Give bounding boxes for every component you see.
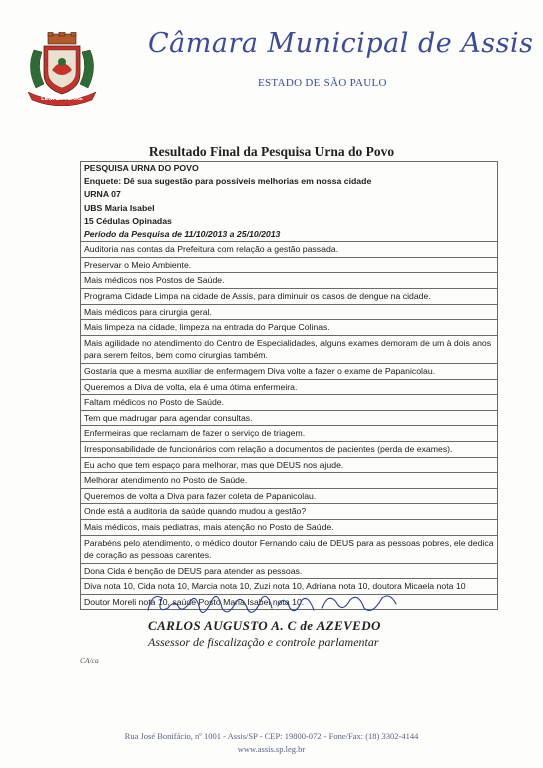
response-row [81,379,498,395]
response-text: Irresponsabilidade de funcionários com relação a documentos de pacientes (perda de exames). [81,441,498,457]
city-coat-of-arms [22,32,102,106]
document-title: Resultado Final da Pesquisa Urna do Povo [148,144,395,159]
survey-ballots: 15 Cédulas Opinadas [84,215,172,226]
survey-header-row [81,162,498,242]
survey-unit: UBS Maria Isabel [84,202,155,213]
response-row [81,335,498,363]
response-text: Queremos a Diva de volta, ela é uma ótima enfermeira. [81,379,498,395]
survey-urn: URNA 07 [84,189,121,200]
footer-address: Rua José Bonifácio, nº 1001 - Assis/SP - CEP: 19800-072 - Fone/Fax: (18) 3302-4144 [124,731,419,741]
response-row [81,410,498,426]
response-text: Parabéns pelo atendimento, o médico doutor Fernando caiu de DEUS para as pessoas pobres, ele dedica de coração as pessoas carentes. [81,535,498,563]
survey-name: PESQUISA URNA DO POVO [84,163,199,173]
response-text: Dona Cida é benção de DEUS para atender as pessoas. [81,563,498,579]
response-text: Doutor Moreli nota 10, saúde Posto Maria Isabel nota 10. [81,594,498,610]
survey-results-table [80,161,498,610]
footer-website: www.assis.sp.leg.br [237,744,306,754]
response-text: Mais médicos, mais pediatras, mais atenção no Posto de Saúde. [81,519,498,535]
response-text: Preservar o Meio Ambiente. [81,257,498,273]
response-text: Mais médicos para cirurgia geral. [81,304,498,320]
response-row [81,488,498,504]
survey-header-cell [81,162,498,242]
response-row [81,473,498,489]
response-row [81,504,498,520]
response-text: Queremos de volta a Diva para fazer coleta de Papanicolau. [81,488,498,504]
response-row [81,257,498,273]
response-text: Faltam médicos no Posto de Saúde. [81,395,498,411]
response-text: Melhorar atendimento no Posto de Saúde. [81,473,498,489]
response-row [81,441,498,457]
organization-state: ESTADO DE SÃO PAULO [258,77,387,89]
response-text: Auditoria nas contas da Prefeitura com relação a gestão passada. [81,242,498,258]
organization-name: Câmara Municipal de Assis [148,28,534,59]
response-text: Mais limpeza na cidade, limpeza na entrada do Parque Colinas. [81,320,498,336]
signer-name: CARLOS AUGUSTO A. C de AZEVEDO [148,618,381,633]
response-row [81,273,498,289]
response-row [81,242,498,258]
response-text: Tem que madrugar para agendar consultas. [81,410,498,426]
response-row [81,363,498,379]
signer-role: Assessor de fiscalização e controle parlamentar [148,635,379,649]
response-text: Mais médicos nos Postos de Saúde. [81,273,498,289]
response-row [81,563,498,579]
response-text: Programa Cidade Limpa na cidade de Assis, para diminuir os casos de dengue na cidade. [81,289,498,305]
response-row [81,289,498,305]
response-text: Enfermeiras que reclamam de fazer o serviço de triagem. [81,426,498,442]
response-row [81,426,498,442]
response-text: Gostaria que a mesma auxiliar de enfermagem Diva volte a fazer o exame de Papanicolau. [81,363,498,379]
document-initials: CA/ca [80,656,99,665]
response-row [81,519,498,535]
survey-question: Enquete: Dê sua sugestão para possíveis melhorias em nossa cidade [84,176,372,187]
response-text: Diva nota 10, Cida nota 10, Marcia nota 10, Zuzi nota 10, Adriana nota 10, doutora Micaela nota 10 [81,579,498,595]
response-row [81,535,498,563]
response-row [81,304,498,320]
crest-motto-text: LEGI ET TERRE [41,96,83,102]
response-text: Eu acho que tem espaço para melhorar, mas que DEUS nos ajude. [81,457,498,473]
response-row [81,457,498,473]
survey-period: Período da Pesquisa de 11/10/2013 a 25/10/2013 [84,229,281,240]
response-row [81,395,498,411]
response-text: Mais agilidade no atendimento do Centro de Especialidades, alguns exames demoram de um à dois anos para serem feitos, bem como cirurgias também. [81,335,498,363]
response-row [81,320,498,336]
response-text: Onde está a auditoria da saúde quando mudou a gestão? [81,504,498,520]
